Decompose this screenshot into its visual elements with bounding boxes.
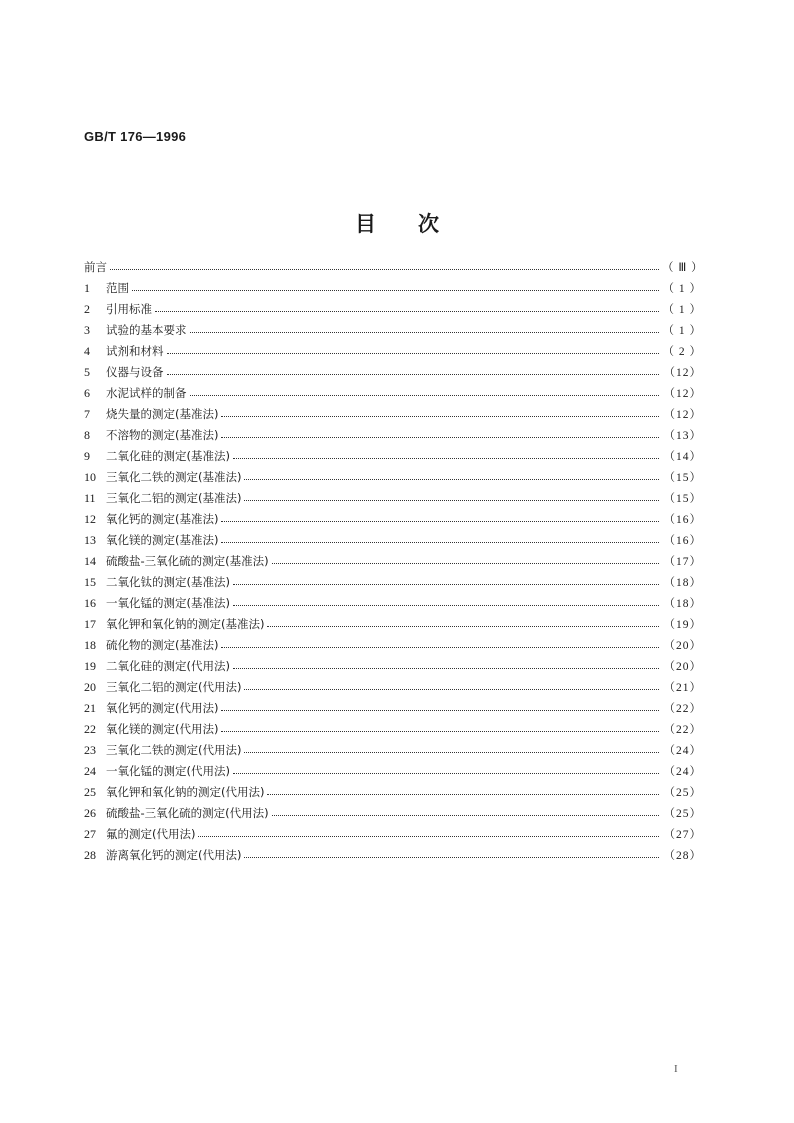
toc-entry [84, 404, 702, 425]
toc-entry-number: 16 [84, 596, 96, 610]
toc-entry-label: 硫酸盐-三氧化硫的测定(代用法) [106, 806, 269, 820]
toc-entry-page: （22） [663, 724, 702, 736]
toc-entry-number: 3 [84, 323, 90, 337]
toc-entry-page: （15） [663, 493, 702, 505]
toc-entry-page: （19） [663, 619, 702, 631]
toc-entry-number: 27 [84, 827, 96, 841]
toc-entry-label: 仪器与设备 [106, 365, 164, 379]
toc-entry-label: 硫化物的测定(基准法) [106, 638, 219, 652]
toc-leader-dots [167, 341, 660, 354]
toc-entry-page: （12） [663, 388, 702, 400]
toc-entry-number: 21 [84, 701, 96, 715]
toc-entry-label: 氟的测定(代用法) [106, 827, 196, 841]
toc-entry [84, 530, 702, 551]
toc-entry-label: 三氧化二铁的测定(基准法) [106, 470, 242, 484]
toc-entry-page: （24） [663, 766, 702, 778]
toc-entry-label: 氧化镁的测定(基准法) [106, 533, 219, 547]
toc-entry-page: （17） [663, 556, 702, 568]
toc-entry-number: 8 [84, 428, 90, 442]
toc-entry-label: 氧化镁的测定(代用法) [106, 722, 219, 736]
toc-entry-number: 26 [84, 806, 96, 820]
toc-leader-dots [110, 257, 659, 270]
toc-entry [84, 845, 702, 866]
toc-leader-dots [272, 803, 659, 816]
toc-entry-label: 前言 [84, 260, 107, 274]
toc-entry-page: （25） [663, 808, 702, 820]
toc-entry-number: 17 [84, 617, 96, 631]
toc-entry-number: 25 [84, 785, 96, 799]
toc-leader-dots [221, 530, 659, 543]
toc-entry-page: （18） [663, 598, 702, 610]
toc-leader-dots [190, 320, 660, 333]
toc-entry [84, 446, 702, 467]
toc-entry-page: （27） [663, 829, 702, 841]
toc-entry-page: （16） [663, 514, 702, 526]
toc-entry-page: （20） [663, 661, 702, 673]
toc-entry-label: 硫酸盐-三氧化硫的测定(基准法) [106, 554, 269, 568]
toc-leader-dots [272, 551, 659, 564]
toc-entry-label: 试验的基本要求 [106, 323, 187, 337]
toc-entry [84, 698, 702, 719]
toc-entry [84, 257, 702, 278]
toc-entry-page: （14） [663, 451, 702, 463]
toc-entry [84, 593, 702, 614]
toc-entry-page: （ 1 ） [662, 325, 702, 337]
toc-entry-page: （15） [663, 472, 702, 484]
toc-entry-page: （ Ⅲ ） [662, 262, 704, 274]
toc-entry-number: 7 [84, 407, 90, 421]
toc-entry-number: 18 [84, 638, 96, 652]
toc-entry-label: 氧化钙的测定(代用法) [106, 701, 219, 715]
toc-leader-dots [244, 467, 659, 480]
toc-entry [84, 320, 702, 341]
toc-entry-label: 范围 [106, 281, 129, 295]
toc-entry [84, 635, 702, 656]
toc-entry-number: 24 [84, 764, 96, 778]
toc-entry-number: 22 [84, 722, 96, 736]
toc-entry [84, 551, 702, 572]
toc-entry-label: 氧化钾和氧化钠的测定(基准法) [106, 617, 265, 631]
toc-leader-dots [233, 761, 659, 774]
toc-entry-page: （25） [663, 787, 702, 799]
toc-leader-dots [221, 698, 659, 711]
standard-code: GB/T 176—1996 [84, 129, 187, 144]
toc-entry-page: （16） [663, 535, 702, 547]
toc-entry [84, 782, 702, 803]
toc-entry [84, 299, 702, 320]
toc-entry-page: （12） [663, 409, 702, 421]
toc-entry-page: （ 2 ） [662, 346, 702, 358]
page-number: I [674, 1063, 678, 1075]
toc-entry-number: 12 [84, 512, 96, 526]
toc-entry-label: 烧失量的测定(基准法) [106, 407, 219, 421]
toc-entry-label: 二氧化硅的测定(代用法) [106, 659, 230, 673]
toc-entry-number: 6 [84, 386, 90, 400]
toc-entry [84, 278, 702, 299]
toc-entry-label: 试剂和材料 [106, 344, 164, 358]
toc-entry [84, 488, 702, 509]
toc-leader-dots [221, 719, 659, 732]
page-title: 目 次 [355, 212, 439, 236]
toc-entry-page: （22） [663, 703, 702, 715]
toc-entry-number: 23 [84, 743, 96, 757]
toc-entry [84, 719, 702, 740]
toc-entry-number: 1 [84, 281, 90, 295]
toc-entry-number: 5 [84, 365, 90, 379]
toc-entry-number: 20 [84, 680, 96, 694]
toc-entry-number: 4 [84, 344, 90, 358]
toc-entry-page: （20） [663, 640, 702, 652]
toc-entry-number: 14 [84, 554, 96, 568]
toc-entry-label: 游离氧化钙的测定(代用法) [106, 848, 242, 862]
toc-leader-dots [244, 677, 659, 690]
toc-entry-page: （12） [663, 367, 702, 379]
toc-leader-dots [267, 614, 659, 627]
toc-entry-label: 引用标准 [106, 302, 152, 316]
toc-entry [84, 509, 702, 530]
toc-entry-number: 10 [84, 470, 96, 484]
toc-entry-label: 一氧化锰的测定(代用法) [106, 764, 230, 778]
toc-entry [84, 803, 702, 824]
toc-entry-label: 氧化钙的测定(基准法) [106, 512, 219, 526]
toc-leader-dots [221, 425, 659, 438]
toc-entry-label: 三氧化二铁的测定(代用法) [106, 743, 242, 757]
toc-entry-number: 9 [84, 449, 90, 463]
toc-entry-number: 2 [84, 302, 90, 316]
toc-entry [84, 425, 702, 446]
toc-entry-label: 氧化钾和氧化钠的测定(代用法) [106, 785, 265, 799]
toc-entry-page: （ 1 ） [662, 304, 702, 316]
toc-entry [84, 362, 702, 383]
toc-entry-page: （24） [663, 745, 702, 757]
toc-entry-number: 11 [84, 491, 96, 505]
toc-leader-dots [233, 572, 659, 585]
toc-entry-label: 不溶物的测定(基准法) [106, 428, 219, 442]
toc-leader-dots [233, 593, 659, 606]
toc-entry-page: （13） [663, 430, 702, 442]
toc-entry [84, 740, 702, 761]
table-of-contents [84, 257, 702, 866]
toc-leader-dots [233, 656, 659, 669]
toc-entry [84, 467, 702, 488]
toc-leader-dots [221, 635, 659, 648]
toc-entry-page: （28） [663, 850, 702, 862]
toc-entry-label: 二氧化钛的测定(基准法) [106, 575, 230, 589]
toc-leader-dots [221, 404, 659, 417]
toc-entry-label: 三氧化二铝的测定(代用法) [106, 680, 242, 694]
toc-leader-dots [155, 299, 659, 312]
toc-leader-dots [244, 740, 659, 753]
toc-entry-label: 三氧化二铝的测定(基准法) [106, 491, 242, 505]
toc-entry [84, 824, 702, 845]
toc-entry [84, 761, 702, 782]
toc-leader-dots [244, 845, 659, 858]
toc-entry [84, 341, 702, 362]
toc-entry-number: 28 [84, 848, 96, 862]
toc-leader-dots [267, 782, 659, 795]
toc-leader-dots [198, 824, 659, 837]
toc-leader-dots [221, 509, 659, 522]
toc-leader-dots [132, 278, 659, 291]
toc-entry-label: 一氧化锰的测定(基准法) [106, 596, 230, 610]
toc-entry-number: 19 [84, 659, 96, 673]
toc-leader-dots [190, 383, 660, 396]
toc-leader-dots [167, 362, 660, 375]
toc-entry [84, 677, 702, 698]
toc-entry-number: 15 [84, 575, 96, 589]
toc-entry-label: 水泥试样的制备 [106, 386, 187, 400]
toc-entry-label: 二氧化硅的测定(基准法) [106, 449, 230, 463]
toc-entry [84, 614, 702, 635]
toc-leader-dots [233, 446, 659, 459]
toc-entry-page: （ 1 ） [662, 283, 702, 295]
toc-leader-dots [244, 488, 659, 501]
toc-entry-number: 13 [84, 533, 96, 547]
toc-entry-page: （21） [663, 682, 702, 694]
toc-entry [84, 656, 702, 677]
toc-entry-page: （18） [663, 577, 702, 589]
toc-entry [84, 383, 702, 404]
toc-entry [84, 572, 702, 593]
